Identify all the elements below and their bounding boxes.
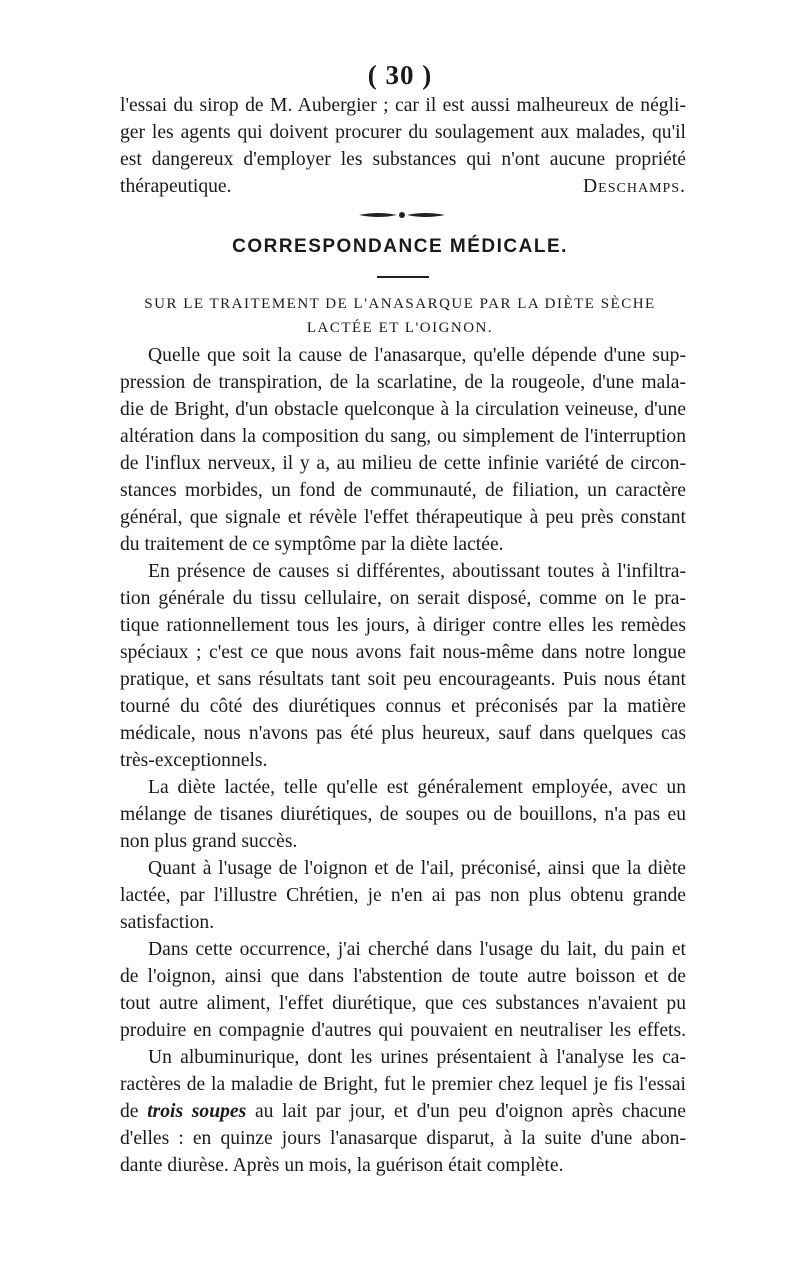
text-line: d'elles : en quinze jours l'anasarque disparut, à la suite d'une abon- — [120, 1128, 686, 1149]
ornament-divider — [359, 210, 445, 220]
text-line: spéciaux ; c'est ce que nous avons fait nous-même dans notre longue — [120, 642, 686, 663]
text-line: non plus grand succès. — [120, 831, 298, 852]
text-line: du traitement de ce symptôme par la diète lactée. — [120, 534, 504, 555]
signature-line — [120, 173, 686, 200]
text-line: lactée, par l'illustre Chrétien, je n'en ai pas non plus obtenu grande — [120, 885, 686, 906]
text-line: La diète lactée, telle qu'elle est généralement employée, avec un — [148, 777, 686, 798]
article-body — [120, 342, 686, 1179]
text-line: altération dans la composition du sang, ou simplement de l'interruption — [120, 426, 686, 447]
paragraph — [120, 558, 686, 774]
subtitle-line: SUR LE TRAITEMENT DE L'ANASARQUE PAR LA DIÈTE SÈCHE — [144, 296, 656, 312]
text-line: satisfaction. — [120, 912, 215, 933]
text-line: produire en compagnie d'autres qui pouvaient en neutraliser les effets. — [120, 1020, 686, 1041]
italic-phrase: trois soupes — [147, 1101, 247, 1122]
text-line: pratique, et sans résultats tant soit peu encourageants. Puis nous étant — [120, 669, 686, 690]
text-line: Un albuminurique, dont les urines présentaient à l'analyse les ca- — [148, 1047, 686, 1068]
text-fragment: de — [120, 1101, 148, 1122]
text-line — [120, 1098, 686, 1125]
text-line: général, que signale et révèle l'effet thérapeutique à peu près constant — [120, 507, 686, 528]
text-line: En présence de causes si différentes, aboutissant toutes à l'infiltra- — [148, 561, 686, 582]
text-line: dante diurèse. Après un mois, la guérison était complète. — [120, 1155, 564, 1176]
text-line: tourné du côté des diurétiques connus et préconisés par la matière — [120, 696, 686, 717]
continuation-paragraph — [120, 92, 686, 200]
text-fragment: au lait par jour, et d'un peu d'oignon après chacune — [246, 1101, 686, 1122]
article-subtitle — [100, 292, 700, 340]
text-line: ger les agents qui doivent procurer du soulagement aux malades, qu'il — [120, 122, 686, 143]
text-line: thérapeutique. — [120, 176, 232, 197]
text-line: très-exceptionnels. — [120, 750, 268, 771]
text-line: médicale, nous n'avons pas été plus heureux, sauf dans quelques cas — [120, 723, 686, 744]
paragraph — [120, 855, 686, 936]
text-line: Dans cette occurrence, j'ai cherché dans l'usage du lait, du pain et — [148, 939, 686, 960]
paragraph — [120, 1044, 686, 1179]
text-line: l'essai du sirop de M. Aubergier ; car il est aussi malheureux de négli- — [120, 95, 686, 116]
paragraph — [120, 936, 686, 1044]
page-number: ( 30 ) — [367, 60, 433, 90]
text-line: stances morbides, un fond de communauté, de filiation, un caractère — [120, 480, 686, 501]
text-line: tique rationnellement tous les jours, à diriger contre elles les remèdes — [120, 615, 686, 636]
text-line: mélange de tisanes diurétiques, de soupes ou de bouillons, n'a pas eu — [120, 804, 686, 825]
text-line: ractères de la maladie de Bright, fut le premier chez lequel je fis l'essai — [120, 1074, 686, 1095]
paragraph — [120, 342, 686, 558]
paragraph — [120, 774, 686, 855]
text-line: est dangereux d'employer les substances qui n'ont aucune propriété — [120, 149, 686, 170]
text-line: de l'oignon, ainsi que dans l'abstention de toute autre boisson et de — [120, 966, 686, 987]
text-line: tout autre aliment, l'effet diurétique, que ces substances n'avaient pu — [120, 993, 686, 1014]
text-line: die de Bright, d'un obstacle quelconque à la circulation veineuse, d'une — [120, 399, 686, 420]
author-signature: Deschamps. — [583, 176, 686, 197]
text-line: Quelle que soit la cause de l'anasarque, qu'elle dépende d'une sup- — [148, 345, 686, 366]
text-line: pression de transpiration, de la scarlatine, de la rougeole, d'une mala- — [120, 372, 686, 393]
text-line: Quant à l'usage de l'oignon et de l'ail, préconisé, ainsi que la diète — [148, 858, 686, 879]
section-title: CORRESPONDANCE MÉDICALE. — [232, 236, 568, 257]
text-line: tion générale du tissu cellulaire, on serait disposé, comme on le pra- — [120, 588, 686, 609]
subtitle-line: LACTÉE ET L'OIGNON. — [306, 320, 494, 336]
title-rule — [377, 276, 429, 278]
text-line: de l'influx nerveux, il y a, au milieu de cette infinie variété de circon- — [120, 453, 686, 474]
